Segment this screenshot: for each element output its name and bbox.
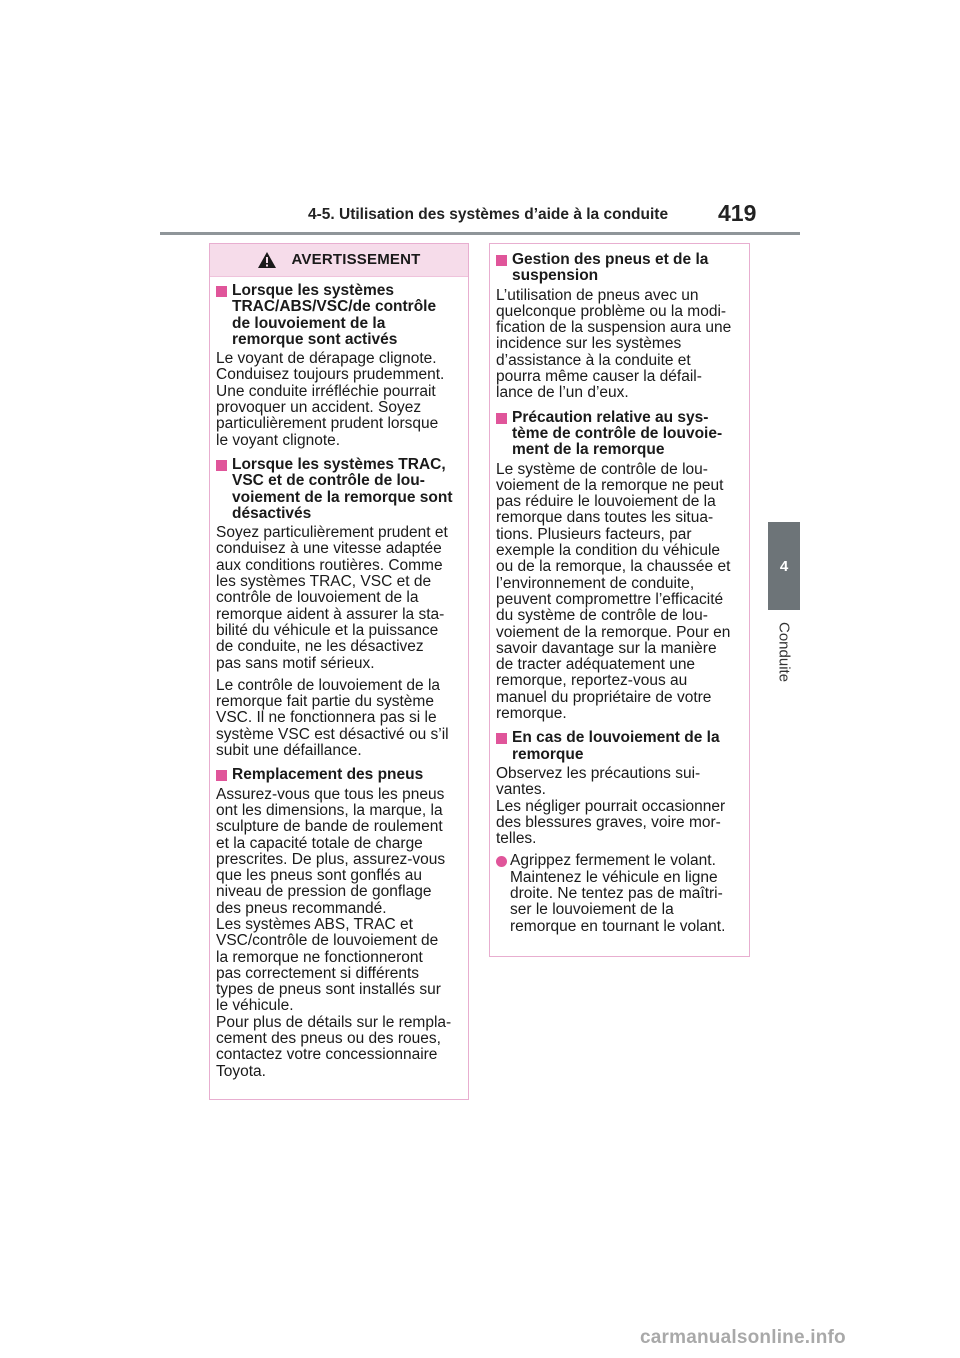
section-heading: Lorsque les systèmes TRAC/ABS/VSC/de contrôle de louvoiement de la remorque sont activés [216, 283, 462, 348]
warning-header [210, 244, 468, 277]
chapter-label: Conduite [775, 622, 793, 683]
warning-title: AVERTISSEMENT [291, 250, 421, 268]
header-divider [160, 232, 800, 235]
square-bullet-icon [496, 255, 507, 266]
paragraph: Observez les précautions sui- vantes. Les négliger pourrait occasionner des blessures graves, voire mor- telles. [496, 764, 726, 848]
section-heading: Gestion des pneus et de la suspension [496, 252, 743, 285]
chapter-number: 4 [779, 557, 789, 575]
warning-triangle-icon [257, 251, 277, 269]
square-bullet-icon [216, 770, 227, 781]
warning-box [209, 243, 469, 1100]
section-heading: Précaution relative au sys- tème de contrôle de louvoie- ment de la remorque [496, 410, 743, 459]
paragraph: Assurez-vous que tous les pneus ont les dimensions, la marque, la sculpture de bande de roulement et la capacité totale de charge prescrites. De plus, assurez-vous que les pneus sont gonflés au niveau de pression de gonflage des pneus recommandé. Les systèmes ABS, TRAC et VSC/contrôle de louvoiement de la remorque ne fonctionneront pas correctement si différents types de pneus sont installés sur le véhicule. Pour plus de détails sur le rempla- cement des pneus ou des roues, contactez votre concessionnaire Toyota. [216, 785, 452, 1080]
section-heading: Remplacement des pneus [216, 767, 462, 783]
square-bullet-icon [216, 460, 227, 471]
watermark: carmanualsonline.info [640, 1327, 846, 1348]
section-title: 4-5. Utilisation des systèmes d’aide à la conduite [308, 206, 669, 223]
paragraph: L’utilisation de pneus avec un quelconque problème ou la modi- fication de la suspension aura une incidence sur les systèmes d’assistance à la conduite et pourra même causer la défail- lance de l’un d’eux. [496, 286, 732, 402]
continued-warning-box [489, 243, 750, 957]
list-item: Agrippez fermement le volant. Maintenez le véhicule en ligne droite. Ne tentez pas de maîtri- ser le louvoiement de la remorque en tournant le volant. [496, 853, 743, 934]
page-number: 419 [718, 200, 757, 226]
paragraph: Le contrôle de louvoiement de la remorque fait partie du système VSC. Il ne fonctionnera pas si le système VSC est désactivé ou s’il subit une défaillance. [216, 676, 449, 760]
section-heading: En cas de louvoiement de la remorque [496, 730, 743, 763]
round-bullet-icon [496, 856, 507, 867]
chapter-tab [768, 522, 800, 610]
square-bullet-icon [216, 286, 227, 297]
paragraph: Soyez particulièrement prudent et conduisez à une vitesse adaptée aux conditions routières. Comme les systèmes TRAC, VSC et de contrôle de louvoiement de la remorque aident à assurer la sta- bilité du véhicule et la puissance de conduite, ne les désactivez pas sans motif sérieux. [216, 524, 448, 672]
paragraph: Le voyant de dérapage clignote. Conduisez toujours prudemment. Une conduite irréfléchie pourrait provoquer un accident. Soyez particulièrement prudent lorsque le voyant clignote. [216, 350, 445, 449]
section-heading: Lorsque les systèmes TRAC, VSC et de contrôle de lou- voiement de la remorque sont désactivés [216, 457, 462, 522]
square-bullet-icon [496, 413, 507, 424]
paragraph: Le système de contrôle de lou- voiement de la remorque ne peut pas réduire le louvoiement de la remorque dans toutes les situa- tions. Plusieurs facteurs, par exemple la condition du véhicule ou de la remorque, la chaussée et l’environnement de conduite, peuvent compromettre l’efficacité du système de contrôle de lou- voiement de la remorque. Pour en savoir davantage sur la manière de tracter adéquatement une remorque, reportez-vous au manuel du propriétaire de votre remorque. [496, 460, 731, 723]
square-bullet-icon [496, 733, 507, 744]
